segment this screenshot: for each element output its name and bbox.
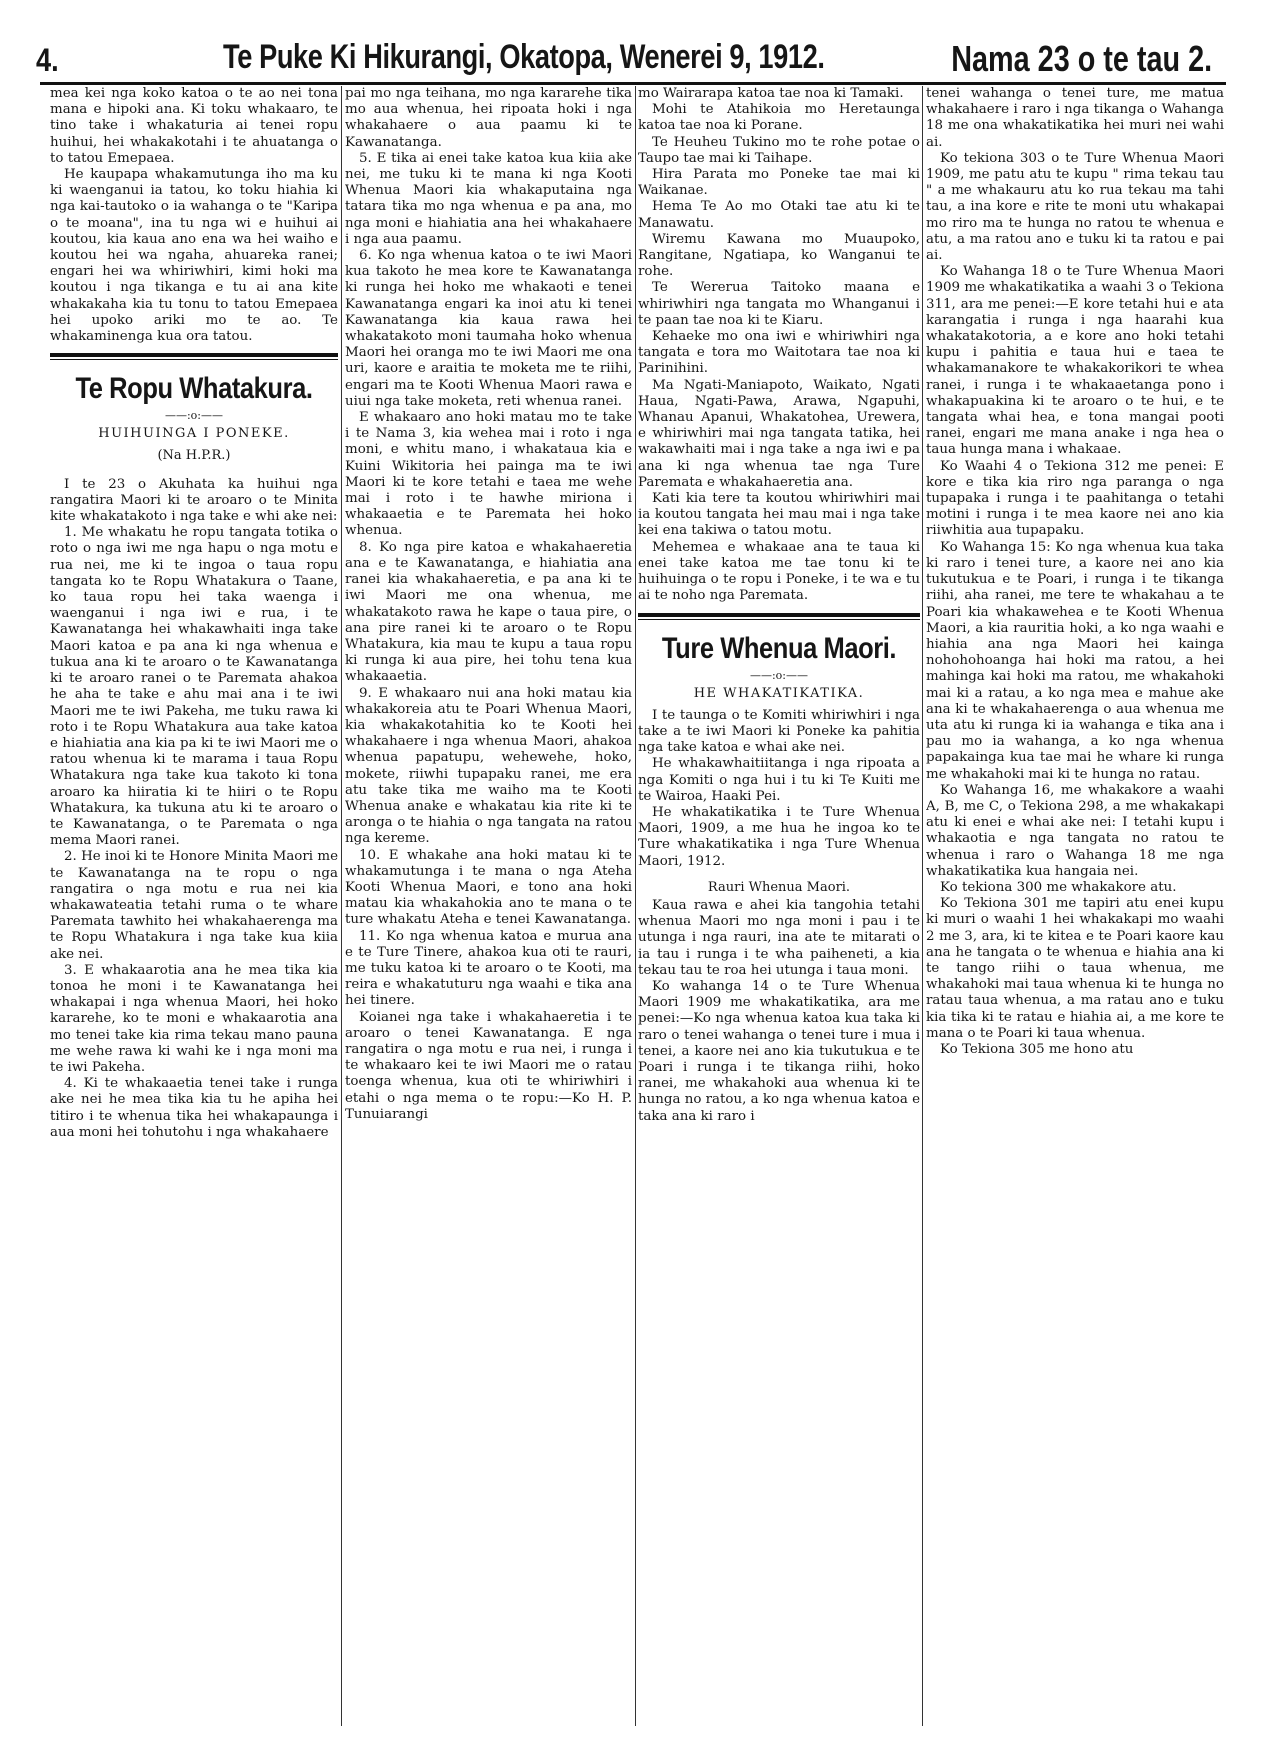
paragraph: 4. Ki te whakaaetia tenei take i runga ake nei he mea tika kia tu he apiha hei titiro i te whenua tika hei whakapaunga i aua moni hei tohutohu i nga whakahaere xyxy=(50,1076,338,1140)
article-subheading: HE WHAKATIKATIKA. xyxy=(693,685,865,701)
paragraph: Mehemea e whakaae ana te taua ki enei take katoa me tae tonu ki te huihuinga o te ropu i Poneke, i te wa e tu ai te noho nga Paremata. xyxy=(638,539,920,604)
paragraph: Hema Te Ao mo Otaki tae atu ki te Manawatu. xyxy=(638,199,920,231)
masthead-rule xyxy=(40,82,1226,85)
column-3 xyxy=(638,86,920,1726)
paragraph: 2. He inoi ki te Honore Minita Maori me te Kawanatanga na te ropu o nga rangatira o nga motu e rua nei kia whakawateatia tetahi ruma o te whare Paremata tawhito hei whakahaerenga ma te Ropu Whatakura i nga take kua kiia ake nei. xyxy=(50,849,338,962)
paragraph: E whakaaro ano hoki matau mo te take i te Nama 3, kia wehea mai i roto i nga moni, e whitu mano, i whakataua kia e Kuini Wikitoria hei painga ma te iwi Maori ki te kore tetahi e taea me wehe mai i roto i te hawhe miriona i whakaaetia e te Paremata hei hoko whenua. xyxy=(345,410,632,539)
column-divider xyxy=(922,86,923,1726)
paragraph: He kaupapa whakamutunga iho ma ku ki waenganui ia tatou, ko toku hiahia ki nga kai-tautoko o ia wahanga o te "Karipa o te moana", ina tu nga wi e huihui ai koutou, kia kaua ano ena wa hei waiho e koutou hei wa ngaha, ahuareka ranei; engari hei wa whiriwhiri, kimi hoki ma koutou i nga tikanga e tu ai ana kite whakakaha kia tu tonu to tatou Emepaea hei upoko ariki mo te ao. Te whakaminenga kua ora tatou. xyxy=(50,167,338,345)
paragraph: Ko wahanga 14 o te Ture Whenua Maori 1909 me whakatikatika, ara me penei:—Ko nga whenua katoa kua taka ki raro o tenei wahanga o tenei ture i mua i tenei, a kaore nei ano kia tukutukua e te Poari i runga i te tikanga riihi, hoko ranei, me whakahoki aua whenua ki te hunga no ratou, a ko nga whenua katoa e taka ana ki raro i xyxy=(638,978,920,1124)
paragraph: I te 23 o Akuhata ka huihui nga rangatira Maori ki te aroaro o te Minita kite whakatakoto i nga take e whi ake nei: xyxy=(50,476,338,525)
section-rule xyxy=(638,619,920,620)
paragraph: He whakawhaitiitanga i nga ripoata a nga Komiti o nga hui i tu ki Te Kuiti me te Wairoa, Haaki Pei. xyxy=(638,756,920,804)
column-4 xyxy=(926,86,1224,1726)
paragraph: tenei wahanga o tenei ture, me matua whakahaere i raro i nga tikanga o Wahanga 18 me ona whakatikatika hei muri nei wahi ai. xyxy=(926,86,1224,150)
page-number: 4. xyxy=(36,42,59,78)
paragraph: I te taunga o te Komiti whiriwhiri i nga take a te iwi Maori ki Poneke ka pahitia nga take katoa e whai ake nei. xyxy=(638,707,920,756)
section-rule xyxy=(638,613,920,617)
paragraph: Ko Wahanga 16, me whakakore a waahi A, B, me C, o Tekiona 298, a me whakakapi atu ki enei e whai ake nei: I tetahi kupu i whakaotia e nga tangata no ratou te whenua i raro o Wahanga 18 me nga whakatikatika kua hangaia nei. xyxy=(926,782,1224,879)
paragraph: Wiremu Kawana mo Muaupoko, Rangitane, Ngatiapa, ko Wanganui te rohe. xyxy=(638,231,920,280)
article-heading: Te Ropu Whatakura. xyxy=(75,372,313,406)
section-rule xyxy=(50,353,338,357)
paragraph: Ma Ngati-Maniapoto, Waikato, Ngati Haua, Ngati-Pawa, Arawa, Ngapuhi, Whanau Apanui, Whakatohea, Urewera, e whiriwhiri mai nga tangata tatika, hei wakawhaiti mai i nga take a nga iwi e pa ana ki nga whenua tae nga Ture Paremata e whakahaeretia ana. xyxy=(638,377,920,490)
paragraph: mea kei nga koko katoa o te ao nei tona mana e hipoki ana. Ki toku whakaaro, te tino take i whakaturia ai tenei ropu huihui, hei whakakotahi i te ahuatanga o to tatou Emepaea. xyxy=(50,86,338,166)
column-divider xyxy=(341,86,342,1726)
paragraph: Kati kia tere ta koutou whiriwhiri mai ia koutou tangata hei mau mai i nga take kei ena takiwa o tatou motu. xyxy=(638,491,920,539)
paragraph: Te Wererua Taitoko maana e whiriwhiri nga tangata mo Whanganui i te paan tae noa ki te Kiaru. xyxy=(638,280,920,328)
paragraph: 11. Ko nga whenua katoa e murua ana e te Ture Tinere, ahakoa kua oti te rauri, me tuku katoa ki te aroaro o te Kooti, ma reira e whakatuturu nga waahi e tika ana hei tinere. xyxy=(345,928,632,1009)
paragraph: pai mo nga teihana, mo nga kararehe tika mo aua whenua, hei ripoata hoki i nga whakahaere o aua paamu ki te Kawanatanga. xyxy=(345,86,632,150)
paragraph: He whakatikatika i te Ture Whenua Maori, 1909, a me hua he ingoa ko te Ture whakatikatika i nga Ture Whenua Maori, 1912. xyxy=(638,804,920,869)
paragraph: Ko Wahanga 15: Ko nga whenua kua taka ki raro i tenei ture, a kaore nei ano kia tukutukua e te Poari, i runga i te tikanga riihi, aha ranei, me tere te whakahau a te Poari kia whakawehea e te Kooti Whenua Maori, a kia rauritia hoki, a ko nga waahi e hiahia ana nga Maori hei kainga nohohohoanga hai hoki ma ratou, a hei mahinga kai hoki ma ratou, me whakahoki mai ki a ratau, a ko nga mea e mahue ake ana ki te whakahaerenga o aua whenua me uta atu ki runga ki ia wahanga e tika ana i pau mo ia wahanga, a ko nga whenua papakainga kua tae mai he whare ki runga me whakahoki mai ki te hunga no ratau. xyxy=(926,539,1224,782)
column-2 xyxy=(345,86,632,1726)
paragraph: 9. E whakaaro nui ana hoki matau kia whakakoreia atu te Poari Whenua Maori, kia whakakotahitia ko te Kooti hei whakahaere i nga whenua Maori, ahakoa whenua papatupu, wehewehe, hoko, mokete, riiwhi tupapaku ranei, me era atu take tika me waiho ma te Kooti Whenua anake e whakatau kia rite ki te aronga o te hiahia o nga tangata na ratou nga kereme. xyxy=(345,685,632,847)
issue-number: Nama 23 o te tau 2. xyxy=(951,38,1212,79)
paragraph: 6. Ko nga whenua katoa o te iwi Maori kua takoto he mea kore te Kawanatanga ki runga hei hoko me whakaoti e tenei Kawanatanga engari ka inoi atu ki tenei Kawanatanga kia kaua rawa hei whakatakoto moni taumaha hoko whenua Maori hei oranga mo te iwi Maori me ona uri, kaore e araitia te moketa me te riihi, engari ma te Kooti Whenua Maori rawa e uiui nga take moketa, reti whenua ranei. xyxy=(345,248,632,409)
article-subheading: HUIHUINGA I PONEKE. xyxy=(98,426,290,442)
paragraph: 10. E whakahe ana hoki matau ki te whakamutunga i te mana o nga Ateha Kooti Whenua Maori, e tono ana hoki matau kia whakahokia ano te mana o te ture whakatu Ateha e tenei Kawanatanga. xyxy=(345,847,632,928)
paragraph: Hira Parata mo Poneke tae mai ki Waikanae. xyxy=(638,167,920,199)
paragraph: 1. Me whakatu he ropu tangata totika o roto o nga iwi me nga hapu o nga motu e rua nei, me ki te ingoa o taua ropu tangata ko te Ropu Whatakura o Taane, ko taua ropu hei taka waenga i waenganui i nga iwi e rua, i te Kawanatanga hei whakawhaiti inga take Maori katoa e pa ana ki nga whenua e tukua ana ki te aroaro o te Kawanatanga ki te aroaro ranei o te Paremata ahakoa he aha te take e ahu mai ana i te iwi Maori me te iwi Pakeha, me tuku rawa ki roto i te Ropu Whatakura aua take katoa e hiahiatia ana kia pa ki te iwi Maori me o ratou whenua ki te marama i taua Ropu Whatakura nga take kua takoto ki tona aroaro ka hiiratia ki te hiiri o te Ropu Whatakura, ka tukuna atu ki te aroaro o te Kawanatanga, o te Paremata o nga mema Maori ranei. xyxy=(50,525,338,849)
masthead xyxy=(30,18,1220,80)
separator: ——:o:—— xyxy=(164,409,224,423)
paragraph: mo Wairarapa katoa tae noa ki Tamaki. xyxy=(638,86,904,101)
section-rule xyxy=(50,359,338,360)
paragraph: 3. E whakaarotia ana he mea tika kia tonoa he moni i te Kawanatanga hei whakapai i nga whenua Maori, hei hoko kararehe, ko te moni e whakaarotia ana mo tenei take kia rima tekau mano pauna me wehe rawa ki wahi ke i nga moni ma te iwi Pakeha. xyxy=(50,962,338,1075)
paragraph: Ko Wahanga 18 o te Ture Whenua Maori 1909 me whakatikatika a waahi 3 o Tekiona 311, ara me penei:—E kore tetahi hui e ata karangatia i runga i nga haarahi kua whakatakotoria, a e kore ano hoki tetahi kupu i pahitia e taua hui e taea te whakamanakore te whakakorikori te whea ranei, i runga i te whakaaetanga pono i whakapuakina ki te aroaro o te hui, e te tangata whai hea, e tona mangai pooti ranei, engari me mana anake i nga hea o taua hunga mana i whakaae. xyxy=(926,264,1224,458)
byline: (Na H.P.R.) xyxy=(157,448,231,464)
section-subhead: Rauri Whenua Maori. xyxy=(707,879,851,895)
paragraph: Ko tekiona 300 me whakakore atu. xyxy=(940,879,1177,895)
article-heading: Ture Whenua Maori. xyxy=(661,631,897,665)
paragraph: 8. Ko nga pire katoa e whakahaeretia ana e te Kawanatanga, e hiahiatia ana ranei kia whakahaeretia, e pa ana ki te iwi Maori me ona whenua, me whakatakoto rawa he kape o taua pire, o ana pire ranei ki te aroaro o te Ropu Whatakura, kia mau te kupu a taua ropu ki runga ki aua pire, hei tohu tena kua whakaaetia. xyxy=(345,539,632,685)
paragraph: Ko Tekiona 305 me hono atu xyxy=(940,1041,1134,1057)
paragraph: Ko tekiona 303 o te Ture Whenua Maori 1909, me patu atu te kupu " rima tekau tau " a me whakauru atu ko rua tekau ma tahi tau, a ina kore e rite te moni utu whakapai mo riro ma te hunga no ratou te whenua e atu, a ma ratou ano e tuku ki ta ratou e pai ai. xyxy=(926,150,1224,264)
column-divider xyxy=(635,86,636,1726)
paragraph: Mohi te Atahikoia mo Heretaunga katoa tae noa ki Porane. xyxy=(638,102,920,134)
paragraph: Kaua rawa e ahei kia tangohia tetahi whenua Maori mo nga moni i pau i te utunga i nga rauri, ina ate te mitarati o ia tau i runga i te wha paiheneti, a kia tekau tau te roa hei utunga i taua moni. xyxy=(638,897,920,978)
paragraph: Ko Tekiona 301 me tapiri atu enei kupu ki muri o waahi 1 hei whakakapi mo waahi 2 me 3, ara, ki te kitea e te Poari kaore kau ana he tangata o te whenua e hiahia ana ki te tango riihi o taua whenua, me whakahoki mai taua whenua ki te hunga no ratau taua whenua, a ma ratau ano e tuku kia tika ki te ratau e hiahia ai, a me kore te mana o te Poari ki taua whenua. xyxy=(926,896,1224,1041)
column-1 xyxy=(50,86,338,1726)
separator: ——:o:—— xyxy=(749,668,809,682)
paragraph: Te Heuheu Tukino mo te rohe potae o Taupo tae mai ki Taihape. xyxy=(638,134,920,166)
paragraph: Kehaeke mo ona iwi e whiriwhiri nga tangata e tora mo Waitotara tae noa ki Parinihini. xyxy=(638,329,920,377)
newspaper-title: Te Puke Ki Hikurangi, Okatopa, Wenerei 9, 1912. xyxy=(223,38,825,76)
paragraph: Ko Waahi 4 o Tekiona 312 me penei: E kore e tika kia riro nga paranga o nga tupapaka i runga i te paahitanga o tetahi motini i runga i te mea kaore nei ano kia riiwhitia aua tupapaku. xyxy=(926,458,1224,539)
paragraph: 5. E tika ai enei take katoa kua kiia ake nei, me tuku ki te mana ki nga Kooti Whenua Maori kia whakaputaina nga tatara tika mo nga whenua e pa ana, mo nga moni e hiahiatia ana hei whakahaere i nga aua paamu. xyxy=(345,150,632,247)
paragraph: Koianei nga take i whakahaeretia i te aroaro o tenei Kawanatanga. E nga rangatira o nga motu e rua nei, i runga i te whakaaro kei te iwi Maori me o ratau toenga whenua, kua oti te whiriwhiri i etahi o nga mema o te ropu:—Ko H. P. Tunuiarangi xyxy=(345,1009,632,1122)
